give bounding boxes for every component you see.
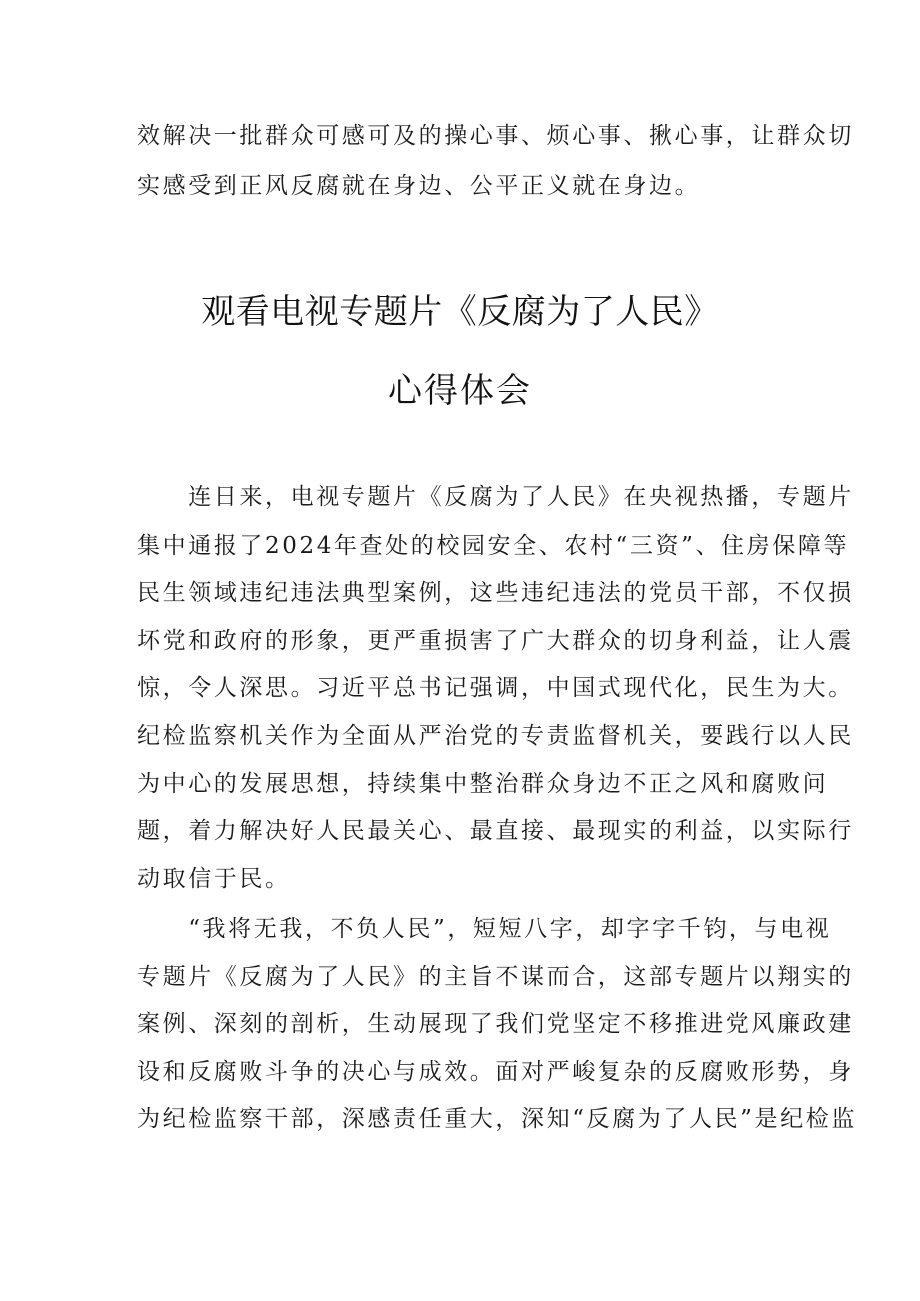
text-line: 民生领域违纪违法典型案例，这些违纪违法的党员干部，不仅损 [137,580,854,606]
text-line: 为中心的发展思想，持续集中整治群众身边不正之风和腐败问 [137,771,829,797]
text-line: 设和反腐败斗争的决心与成效。面对严峻复杂的反腐败形势，身 [137,1059,854,1085]
text-line: 动取信于民。 [137,866,291,892]
text-line: 惊，令人深思。习近平总书记强调，中国式现代化，民生为大。 [137,675,854,701]
text-line: 纪检监察机关作为全面从严治党的专责监督机关，要践行以人民 [137,723,854,749]
text-line: 案例、深刻的剖析，生动展现了我们党坚定不移推进党风廉政建 [137,1011,854,1037]
text-line: 为纪检监察干部，深感责任重大，深知“反腐为了人民”是纪检监 [137,1106,857,1132]
text-line: 坏党和政府的形象，更严重损害了广大群众的切身利益，让人震 [137,628,854,654]
text-line: 专题片《反腐为了人民》的主旨不谋而合，这部专题片以翔实的 [137,964,854,990]
document-subtitle: 心得体会 [388,371,532,411]
text-line: 效解决一批群众可感可及的操心事、烦心事、揪心事，让群众切 [137,123,854,149]
text-line: 连日来，电视专题片《反腐为了人民》在央视热播，专题片 [137,484,854,510]
document-title: 观看电视专题片《反腐为了人民》 [201,292,719,332]
text-line: “我将无我，不负人民”，短短八字，却字字千钧，与电视 [137,916,832,942]
text-line: 实感受到正风反腐就在身边、公平正义就在身边。 [137,173,701,199]
text-line: 集中通报了2024年查处的校园安全、农村“三资”、住房保障等 [137,533,850,559]
text-line: 题，着力解决好人民最关心、最直接、最现实的利益，以实际行 [137,818,854,844]
